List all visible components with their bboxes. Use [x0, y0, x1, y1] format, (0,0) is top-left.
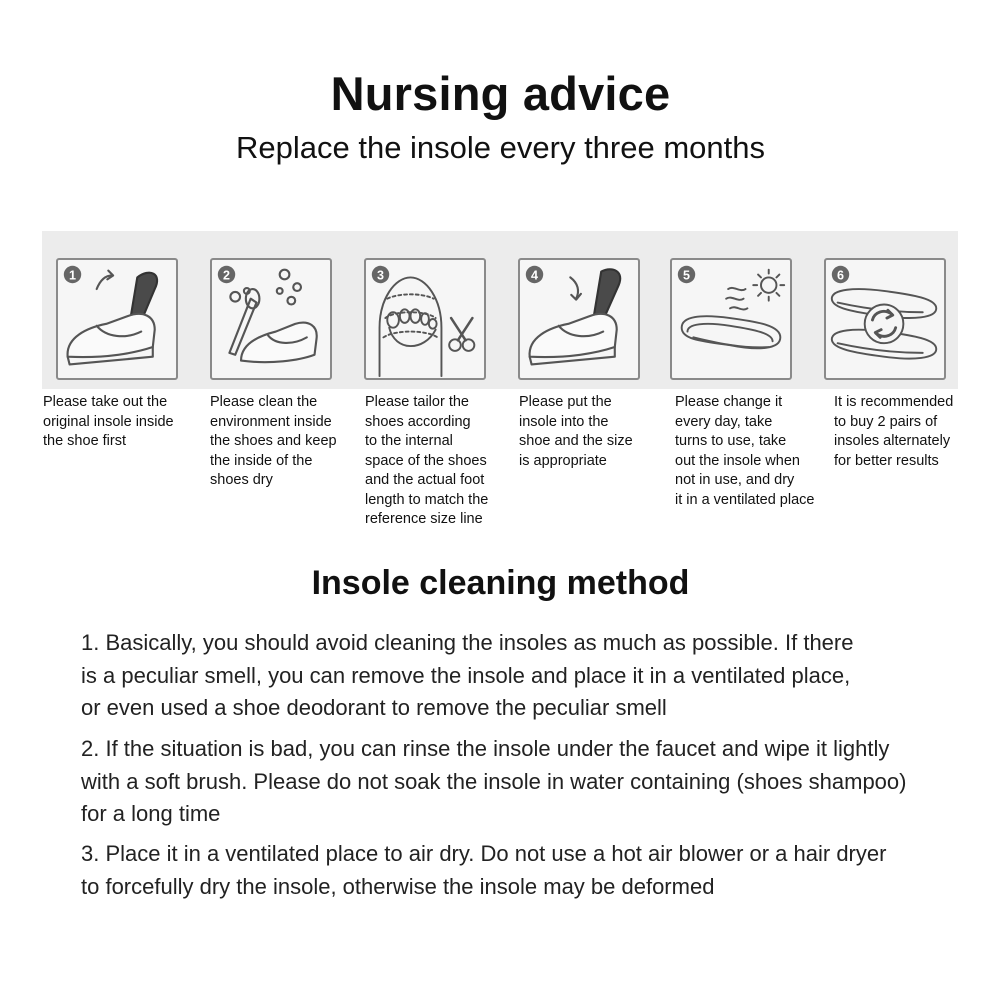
step-6-caption: It is recommended to buy 2 pairs of insoles alternately for better results — [834, 394, 954, 469]
cleaning-paragraph-3: 3. Place it in a ventilated place to air dry. Do not use a hot air blower or a hair dryer to forcefully dry the insole, otherwise the insole may be deformed — [81, 841, 887, 899]
page-title: Nursing advice — [330, 67, 671, 120]
cleaning-paragraph-1: 1. Basically, you should avoid cleaning the insoles as much as possible. If there is a peculiar smell, you can remove the insole and place it in a ventilated place, or even used a shoe deodorant to remove the peculiar smell — [81, 630, 854, 720]
steps-band — [42, 231, 958, 389]
clean-shoe-icon — [210, 258, 332, 380]
svg-text:6: 6 — [837, 268, 845, 283]
step-5-caption: Please change it every day, take turns to use, take out the insole when not in use, and dry it in a ventilated place — [675, 394, 815, 508]
svg-text:4: 4 — [531, 268, 539, 283]
insert-insole-icon — [518, 258, 640, 380]
svg-text:3: 3 — [377, 268, 385, 283]
air-dry-insole-icon — [670, 258, 792, 380]
step-4-caption: Please put the insole into the shoe and the size is appropriate — [519, 394, 633, 469]
cleaning-paragraph-2: 2. If the situation is bad, you can rinse the insole under the faucet and wipe it lightly with a soft brush. Please do not soak the insole in water containing (shoes shampoo) for a long time — [81, 736, 907, 826]
page-subtitle: Replace the insole every three months — [235, 130, 765, 165]
step-3-caption: Please tailor the shoes according to the internal space of the shoes and the actual foot length to match the reference size line — [365, 394, 489, 527]
cleaning-heading: Insole cleaning method — [311, 564, 690, 602]
remove-insole-icon — [56, 258, 178, 380]
svg-text:2: 2 — [223, 268, 231, 283]
svg-text:5: 5 — [683, 268, 691, 283]
step-2-caption: Please clean the environment inside the shoes and keep the inside of the shoes dry — [210, 394, 337, 488]
step-1-caption: Please take out the original insole inside the shoe first — [43, 394, 174, 449]
alternate-insoles-icon — [824, 258, 946, 380]
svg-text:1: 1 — [69, 268, 77, 283]
trim-insole-icon — [364, 258, 486, 380]
